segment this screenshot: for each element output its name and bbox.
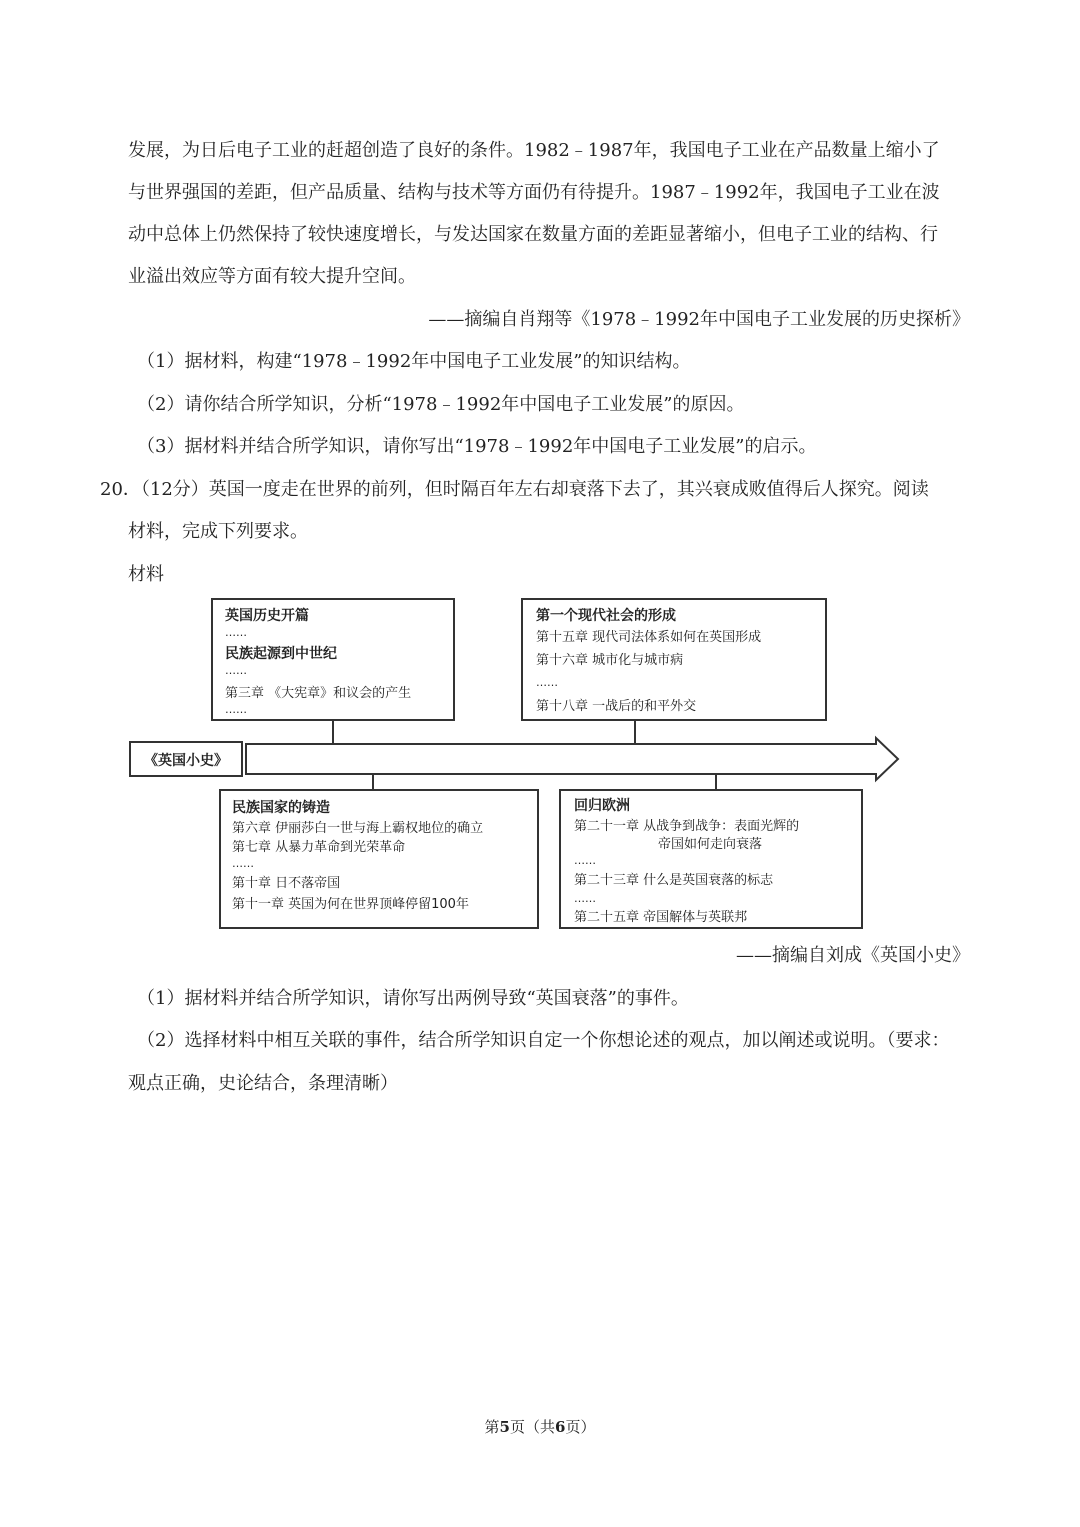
page-number: 5 — [499, 1418, 510, 1436]
box3-chapter-3: 第十章 日不落帝国 — [232, 876, 341, 891]
passage-line-3: 动中总体上仍然保持了较快速度增长，与发达国家在数量方面的差距显著缩小，但电子工业的结构、行 — [128, 224, 938, 245]
page-footer — [0, 1416, 1080, 1437]
page-total: 6 — [555, 1418, 566, 1436]
box4-dots-1: …… — [574, 854, 596, 867]
q20-item-2: （2）选择材料中相互关联的事件，结合所学知识自定一个你想论述的观点，加以阐述或说明。（要求： — [137, 1030, 950, 1051]
box3-chapter-4: 第十一章 英国为何在世界顶峰停留100年 — [232, 897, 469, 912]
passage-line-1: 发展，为日后电子工业的赶超创造了良好的条件。1982﹣1987年，我国电子工业在产品数量上缩小了 — [128, 140, 940, 161]
box4-dots-2: …… — [574, 892, 596, 905]
box3-dots: …… — [232, 857, 254, 870]
q20-number: 20． — [100, 479, 141, 500]
box4-chapter-2: 第二十三章 什么是英国衰落的标志 — [574, 873, 774, 888]
box2-chapter-1: 第十五章 现代司法体系如何在英国形成 — [536, 630, 762, 645]
box2-chapter-3: 第十八章 一战后的和平外交 — [536, 699, 697, 714]
box4-title: 回归欧洲 — [574, 798, 630, 814]
box1-title: 英国历史开篇 — [225, 608, 309, 624]
footer-prefix: 第 — [484, 1418, 500, 1436]
box4-chapter-3: 第二十五章 帝国解体与英联邦 — [574, 910, 748, 925]
box2-chapter-2: 第十六章 城市化与城市病 — [536, 653, 684, 668]
box3-title: 民族国家的铸造 — [232, 800, 330, 816]
q20-item-2-cont: 观点正确，史论结合，条理清晰） — [128, 1073, 398, 1094]
box3-chapter-1: 第六章 伊丽莎白一世与海上霸权地位的确立 — [232, 821, 484, 836]
footer-middle: 页（共 — [509, 1418, 555, 1436]
box1-dots-1: …… — [225, 626, 247, 639]
box3-chapter-2: 第七章 从暴力革命到光荣革命 — [232, 840, 406, 855]
box1-chapter: 第三章 《大宪章》和议会的产生 — [225, 686, 412, 701]
material-source: ——摘编自刘成《英国小史》 — [736, 945, 970, 966]
q19-item-2: （2）请你结合所学知识，分析“1978﹣1992年中国电子工业发展”的原因。 — [137, 394, 745, 415]
box4-chapter-1b: 帝国如何走向衰落 — [658, 837, 763, 852]
q19-item-3: （3）据材料并结合所学知识，请你写出“1978﹣1992年中国电子工业发展”的启示。 — [137, 436, 817, 457]
q19-item-1: （1）据材料，构建“1978﹣1992年中国电子工业发展”的知识结构。 — [137, 351, 691, 372]
box1-subtitle: 民族起源到中世纪 — [225, 646, 337, 662]
q20-item-1: （1）据材料并结合所学知识，请你写出两例导致“英国衰落”的事件。 — [137, 988, 689, 1009]
box2-title: 第一个现代社会的形成 — [536, 608, 676, 624]
passage-line-4: 业溢出效应等方面有较大提升空间。 — [128, 266, 416, 287]
box1-dots-2: …… — [225, 664, 247, 677]
q20-stem-text: （12分）英国一度走在世界的前列，但时隔百年左右却衰落下去了，其兴衰成败值得后人探究。阅读 — [140, 479, 929, 500]
passage-line-2: 与世界强国的差距，但产品质量、结构与技术等方面仍有待提升。1987﹣1992年，我国电子工业在波 — [128, 182, 940, 203]
q20-stem-line-1 — [100, 478, 929, 502]
passage-source: ——摘编自肖翔等《1978﹣1992年中国电子工业发展的历史探析》 — [428, 309, 970, 330]
box2-dots: …… — [536, 676, 558, 689]
material-label: 材料 — [128, 564, 164, 585]
footer-suffix: 页） — [565, 1418, 596, 1436]
timeline-arrow — [246, 738, 898, 780]
box1-dots-3: …… — [225, 703, 247, 716]
q20-stem-line-2: 材料，完成下列要求。 — [128, 521, 308, 542]
box4-chapter-1a: 第二十一章 从战争到战争：表面光辉的 — [574, 819, 800, 834]
history-timeline-diagram — [128, 592, 908, 932]
timeline-label: 《英国小史》 — [144, 753, 228, 769]
